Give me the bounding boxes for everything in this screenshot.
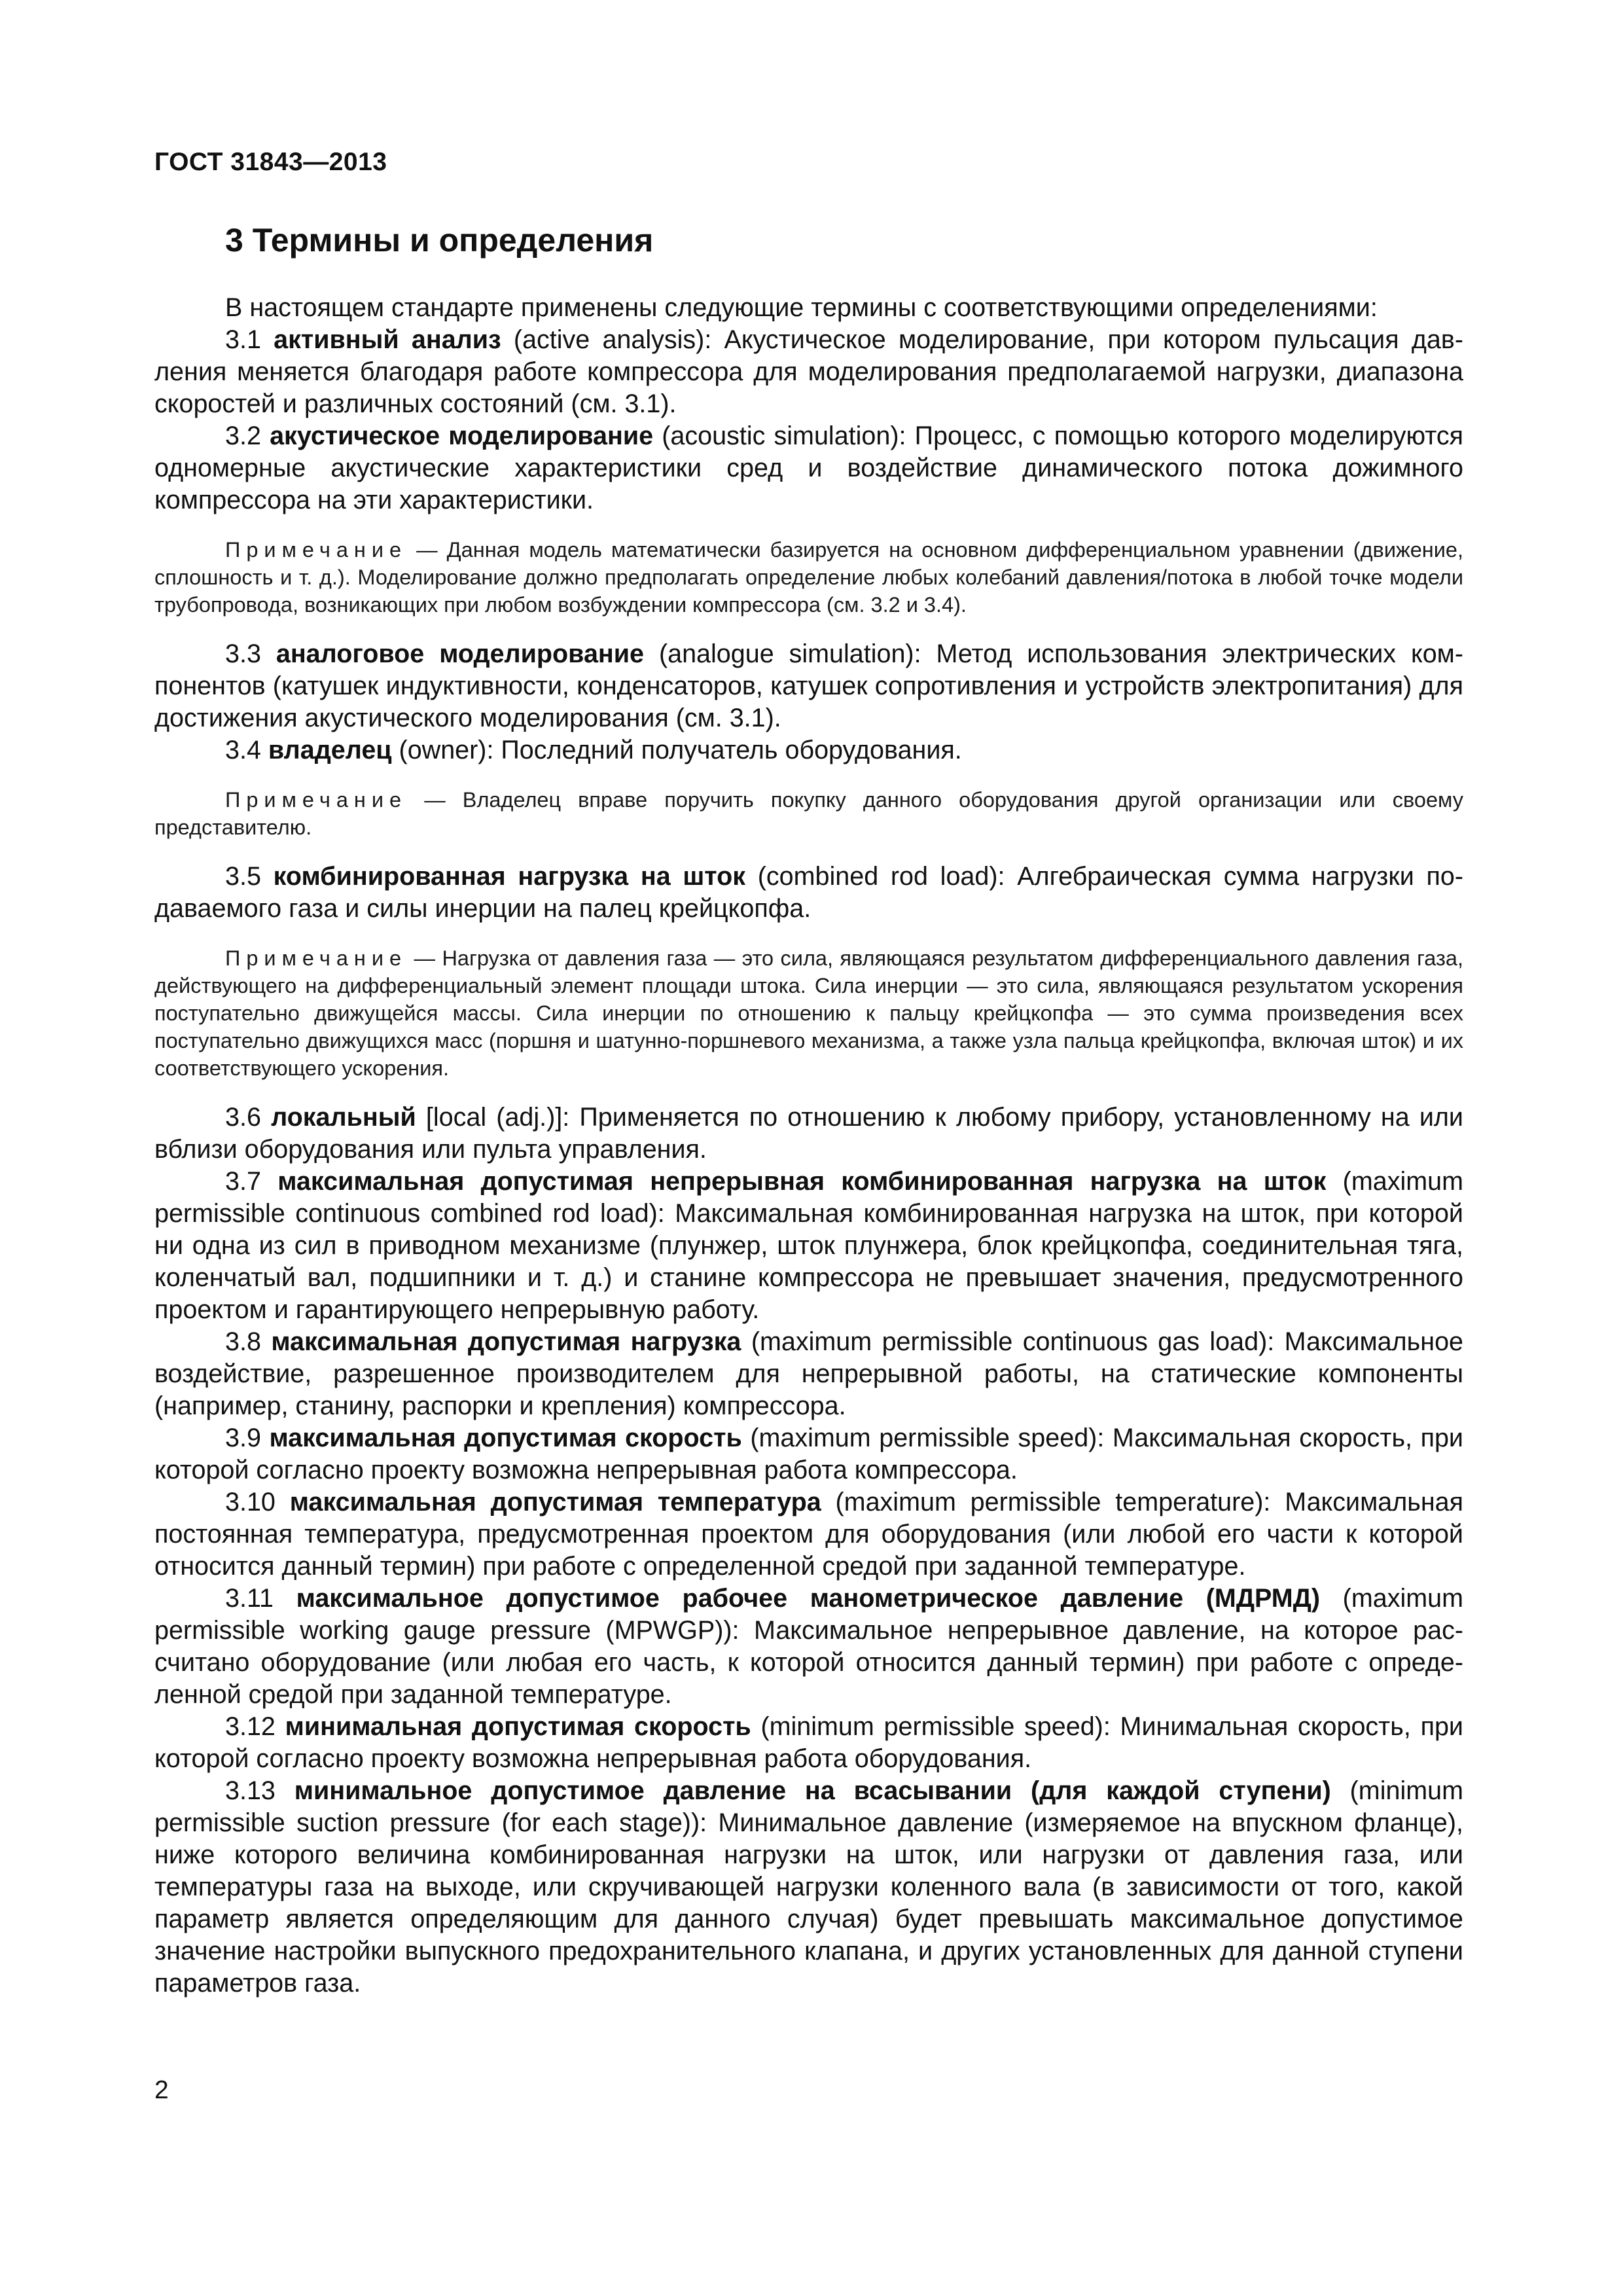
term-definition: (active analysis): Акустическое моделирование, при котором пульсация давления меняется благодаря работе компрессора для моделирования предполагаемой нагрузки, диапазона скоростей и различных состояний (см. 3.1). bbox=[154, 325, 1463, 418]
note-3-5 bbox=[154, 944, 1463, 1082]
term-3-6 bbox=[154, 1102, 1463, 1166]
term-name: акустическое моделирование bbox=[270, 422, 654, 450]
term-number: 3.1 bbox=[225, 325, 274, 354]
term-definition: (combined rod load): Алгебраическая сумма нагрузки подаваемого газа и силы инерции на палец крейцкопфа. bbox=[154, 862, 1463, 923]
term-name: владелец bbox=[268, 736, 392, 764]
term-name: максимальная допустимая скорость bbox=[269, 1424, 742, 1452]
term-name: минимальная допустимая скорость bbox=[285, 1712, 751, 1741]
note-3-4 bbox=[154, 786, 1463, 841]
term-name: комбинированная нагрузка на шток bbox=[273, 862, 746, 891]
term-3-5 bbox=[154, 861, 1463, 925]
term-definition: (analogue simulation): Метод использования электрических компонентов (катушек индуктивности, конденсаторов, катушек сопротивления и устройств электропитания) для достижения акустического моделирования (см. 3.1). bbox=[154, 639, 1463, 732]
term-number: 3.11 bbox=[225, 1584, 296, 1613]
term-number: 3.13 bbox=[225, 1776, 294, 1805]
term-number: 3.8 bbox=[225, 1327, 272, 1356]
note-label: Примечание bbox=[225, 946, 408, 970]
term-3-4 bbox=[154, 734, 1463, 766]
term-definition: (maximum permissible continuous combined rod load): Максимальная комбинированная нагрузка на шток, при которой ни одна из сил в приводном механизме (плунжер, шток плунжера, блок крейцкопфа, соединительная тяга, коленчатый вал, подшипники и т. д.) и станине компрессора не превышает значения, предусмотренного проектом и гарантирующего непрерывную работу. bbox=[154, 1167, 1463, 1324]
term-name: максимальная допустимая нагрузка bbox=[271, 1327, 741, 1356]
term-number: 3.6 bbox=[225, 1103, 272, 1132]
term-number: 3.2 bbox=[225, 422, 270, 450]
term-number: 3.5 bbox=[225, 862, 274, 891]
page-number: 2 bbox=[154, 2076, 169, 2104]
term-definition: (minimum permissible speed): Минимальная скорость, при которой согласно проекту возможна непрерывная работа оборудования. bbox=[154, 1712, 1463, 1773]
section-title: 3 Термины и определения bbox=[225, 222, 654, 259]
term-name: активный анализ bbox=[274, 325, 501, 354]
term-number: 3.10 bbox=[225, 1488, 290, 1516]
term-3-7 bbox=[154, 1166, 1463, 1326]
term-number: 3.3 bbox=[225, 639, 276, 668]
intro-paragraph: В настоящем стандарте применены следующие термины с соответствующими определениями: bbox=[225, 293, 1378, 322]
note-text: — Нагрузка от давления газа — это сила, являющаяся результатом дифференциального давления газа, действующего на дифференциальный элемент площади штока. Сила инерции — это сила, являющаяся результатом ускорения поступательно движущейся массы. Сила инерции по отношению к пальцу крейцкопфа — это сумма произведения всех поступательно движущихся масс (поршня и шатунно-поршневого механизма, а также узла пальца крейцкопфа, включая шток) и их соответствующего ускорения. bbox=[154, 946, 1463, 1080]
note-label: Примечание bbox=[225, 788, 408, 812]
term-name: аналоговое моделирование bbox=[276, 639, 645, 668]
term-3-8 bbox=[154, 1326, 1463, 1422]
note-label: Примечание bbox=[225, 538, 408, 562]
term-name: максимальная допустимая температура bbox=[289, 1488, 821, 1516]
term-3-13 bbox=[154, 1775, 1463, 2000]
term-definition: (acoustic simulation): Процесс, с помощью которого моделируются одномерные акустические характеристики сред и воздействие динамического потока дожимного компрессора на эти характеристики. bbox=[154, 422, 1464, 514]
note-3-2 bbox=[154, 536, 1463, 619]
document-body bbox=[154, 292, 1463, 2000]
term-3-2 bbox=[154, 420, 1463, 516]
term-name: максимальное допустимое рабочее манометрическое давление (МДРМД) bbox=[296, 1584, 1320, 1613]
term-name: минимальное допустимое давление на всасывании (для каждой ступени) bbox=[294, 1776, 1331, 1805]
term-definition: (owner): Последний получатель оборудования. bbox=[391, 736, 962, 764]
term-3-1 bbox=[154, 324, 1463, 420]
term-number: 3.4 bbox=[225, 736, 268, 764]
term-name: максимальная допустимая непрерывная комбинированная нагрузка на шток bbox=[277, 1167, 1327, 1196]
term-number: 3.7 bbox=[225, 1167, 278, 1196]
term-3-12 bbox=[154, 1711, 1463, 1775]
term-definition: (minimum permissible suction pressure (for each stage)): Минимальное давление (измеряемое на впускном фланце), ниже которого величина комбинированная нагрузки на шток, или нагрузки от давления газа, или температуры газа на выходе, или скручивающей нагрузки коленного вала (в зависимости от того, какой параметр является определяющим для данного случая) будет превышать максимальное допустимое значение настройки выпускного предохранительного клапана, и других установленных для данной ступени параметров газа. bbox=[154, 1776, 1464, 1998]
term-definition: (maximum permissible speed): Максимальная скорость, при которой согласно проекту возможна непрерывная работа компрессора. bbox=[154, 1424, 1463, 1484]
standard-code: ГОСТ 31843—2013 bbox=[154, 148, 387, 176]
term-definition: (maximum permissible temperature): Максимальная постоянная температура, предусмотренная проектом для оборудования (или любой его части к которой относится данный термин) при работе с определенной средой при заданной температуре. bbox=[154, 1488, 1463, 1581]
term-3-10 bbox=[154, 1486, 1463, 1583]
term-number: 3.12 bbox=[225, 1712, 285, 1741]
term-3-9 bbox=[154, 1422, 1463, 1486]
term-name: локальный bbox=[271, 1103, 416, 1132]
term-number: 3.9 bbox=[225, 1424, 270, 1452]
term-definition: (maximum permissible continuous gas load): Максимальное воздействие, разрешенное производителем для непрерывной работы, на статические компоненты (например, станину, распорки и крепления) компрессора. bbox=[154, 1327, 1464, 1420]
term-3-11 bbox=[154, 1583, 1463, 1711]
term-3-3 bbox=[154, 638, 1463, 734]
term-definition: (maximum permissible working gauge pressure (MPWGP)): Максимальное непрерывное давление, на которое рассчитано оборудование (или любая его часть, к которой относится данный термин) при работе с определенной средой при заданной температуре. bbox=[154, 1584, 1463, 1709]
term-definition: [local (adj.)]: Применяется по отношению к любому прибору, установленному на или вблизи оборудования или пульта управления. bbox=[154, 1103, 1463, 1164]
note-text: — Владелец вправе поручить покупку данного оборудования другой организации или своему представителю. bbox=[154, 788, 1463, 839]
note-text: — Данная модель математически базируется на основном дифференциальном уравнении (движение, сплошность и т. д.). Моделирование должно предполагать определение любых колебаний давления/потока в любой точке модели трубопровода, возникающих при любом возбуждении компрессора (см. 3.2 и 3.4). bbox=[154, 538, 1463, 617]
